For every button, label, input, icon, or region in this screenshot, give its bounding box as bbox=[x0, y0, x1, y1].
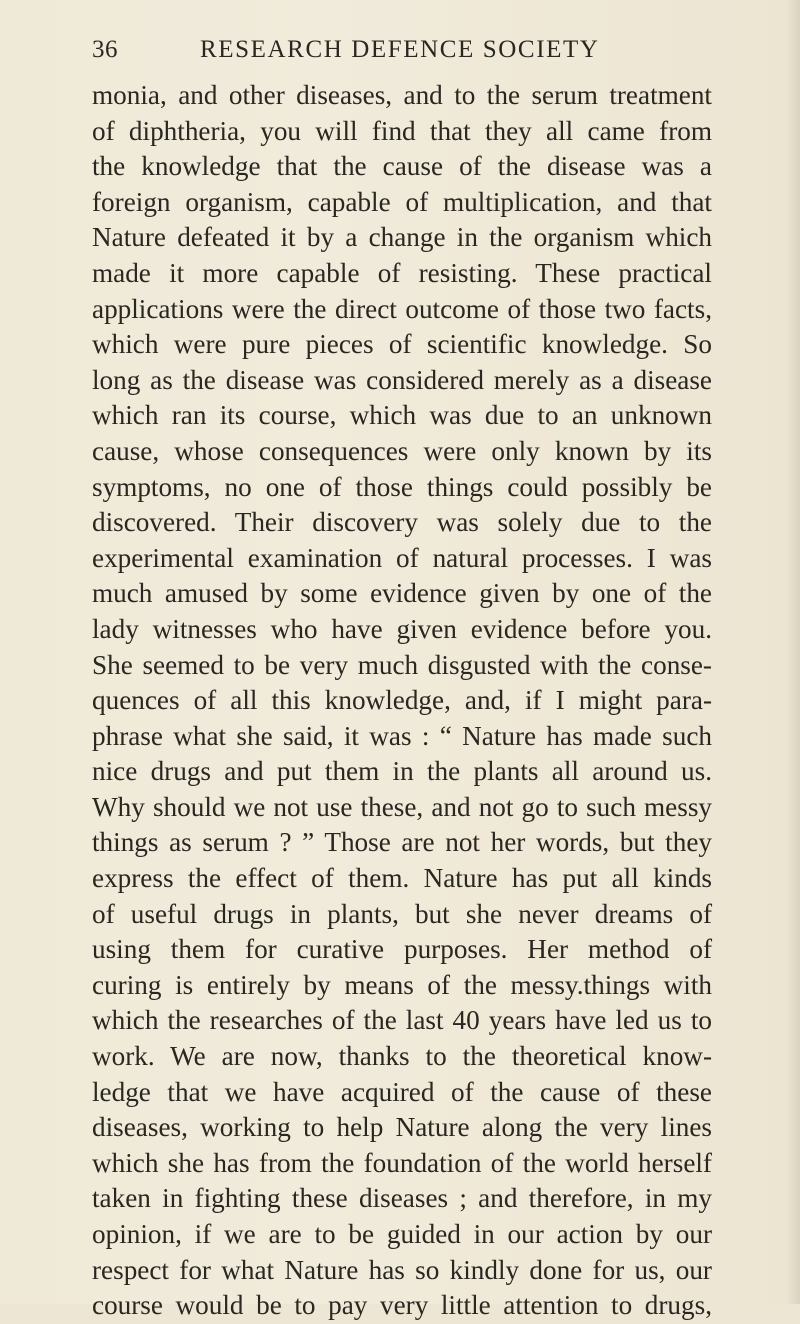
text-line: phrase what she said, it was : “ Nature has made such bbox=[92, 720, 712, 751]
text-line: curing is entirely by means of the messy.things with bbox=[92, 969, 712, 1000]
text-line: which ran its course, which was due to an unknown bbox=[92, 400, 712, 431]
text-line: cause, whose consequences were only known by its bbox=[92, 435, 712, 466]
text-line: using them for curative purposes. Her method of bbox=[92, 934, 712, 965]
text-line: taken in fighting these diseases ; and therefore, in my bbox=[92, 1183, 712, 1214]
text-line: course would be to pay very little attention to drugs, bbox=[92, 1290, 712, 1321]
text-line: much amused by some evidence given by one of the bbox=[92, 578, 712, 609]
text-line: ledge that we have acquired of the cause of these bbox=[92, 1076, 712, 1107]
text-line: work. We are now, thanks to the theoretical know- bbox=[92, 1041, 712, 1072]
page-header bbox=[92, 36, 692, 70]
text-line: things as serum ? ” Those are not her words, but they bbox=[92, 827, 712, 858]
text-line: quences of all this knowledge, and, if I might para- bbox=[92, 685, 712, 716]
text-line: Why should we not use these, and not go to such messy bbox=[92, 791, 712, 822]
text-line: which she has from the foundation of the world herself bbox=[92, 1147, 712, 1178]
page-number: 36 bbox=[92, 36, 118, 63]
text-line: made it more capable of resisting. These practical bbox=[92, 257, 712, 288]
text-line: which were pure pieces of scientific knowledge. So bbox=[92, 329, 712, 360]
text-line: of useful drugs in plants, but she never dreams of bbox=[92, 898, 712, 929]
text-line: symptoms, no one of those things could possibly be bbox=[92, 471, 712, 502]
running-title: RESEARCH DEFENCE SOCIETY bbox=[200, 36, 600, 63]
body-text bbox=[92, 78, 712, 1324]
text-line: discovered. Their discovery was solely due to the bbox=[92, 507, 712, 538]
text-line: monia, and other diseases, and to the serum treatment bbox=[92, 80, 712, 110]
text-line: the knowledge that the cause of the disease was a bbox=[92, 151, 712, 182]
page-edge-shadow bbox=[786, 0, 800, 1304]
text-line: experimental examination of natural processes. I was bbox=[92, 542, 712, 573]
text-line: opinion, if we are to be guided in our action by our bbox=[92, 1219, 712, 1249]
text-line: She seemed to be very much disgusted with the conse- bbox=[92, 649, 712, 680]
text-line: long as the disease was considered merely as a disease bbox=[92, 364, 712, 395]
text-line: respect for what Nature has so kindly done for us, our bbox=[92, 1254, 712, 1285]
text-line: of diphtheria, you will find that they all came from bbox=[92, 115, 712, 146]
text-line: lady witnesses who have given evidence before you. bbox=[92, 613, 712, 644]
text-line: Nature defeated it by a change in the organism which bbox=[92, 222, 712, 253]
text-line: foreign organism, capable of multiplication, and that bbox=[92, 186, 712, 217]
text-line: nice drugs and put them in the plants all around us. bbox=[92, 756, 712, 787]
text-line: express the effect of them. Nature has put all kinds bbox=[92, 863, 712, 894]
text-line: diseases, working to help Nature along the very lines bbox=[92, 1112, 712, 1143]
text-line: applications were the direct outcome of those two facts, bbox=[92, 293, 712, 324]
text-line: which the researches of the last 40 years have led us to bbox=[92, 1005, 712, 1036]
